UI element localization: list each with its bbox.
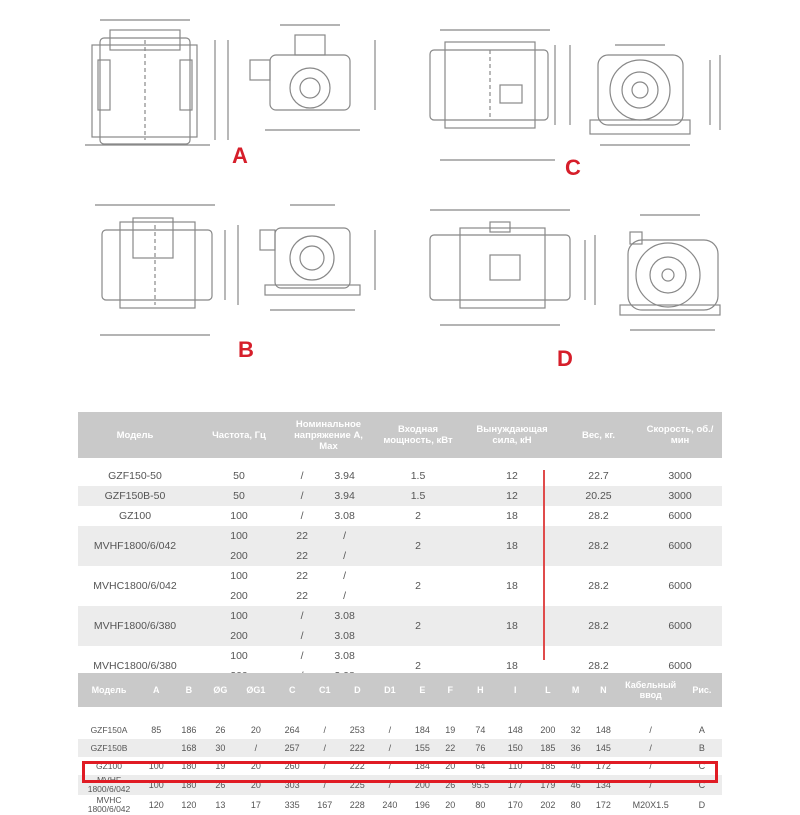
figure-a-front-view [250,25,375,130]
table-cell: A [698,725,705,735]
figure-b-front-view [260,205,375,310]
drawings-svg [0,0,800,400]
table-cell: 110 [508,761,523,771]
cell-weight: 28.2 [588,660,609,672]
cell-weight: 28.2 [588,580,609,592]
header-weight: Вес, кг. [582,429,615,441]
header-cell: C1 [318,685,331,695]
row-highlight-box [82,761,718,783]
table-row [78,526,722,546]
cell-model: MVHC1800/6/042 [93,580,177,592]
cell-v2: 3.94 [334,490,355,502]
table-cell: 200 [540,725,556,735]
table-row [78,466,722,486]
cell-freq: 50 [233,470,245,482]
table-cell: D [698,800,706,810]
table-cell: 36 [570,743,581,753]
table-cell: 177 [507,780,523,790]
cell-speed: 6000 [668,540,692,552]
table-cell: 264 [284,725,300,735]
cell-weight: 20.25 [585,490,612,502]
cell-freq: 100 [230,510,248,522]
cell-power: 2 [415,540,421,552]
table-cell: 196 [414,800,430,810]
table-cell: 46 [570,780,581,790]
cell-v2: 3.08 [334,630,355,642]
figure-d-side-view [430,210,595,325]
cell-weight: 22.7 [588,470,609,482]
cell-force: 18 [506,660,518,672]
cell-v2: / [343,530,347,542]
table-cell: 120 [148,800,164,810]
table-cell: 148 [507,725,523,735]
table-cell: 167 [317,800,333,810]
table-cell: / [388,725,392,735]
table-row [78,721,722,739]
header-cell: I [514,685,517,695]
table-cell: 95.5 [471,780,490,790]
table-cell: 100 [148,780,164,790]
table-row [78,646,722,666]
cell-v2: 3.94 [334,470,355,482]
accent-line [543,470,545,660]
cell-v1: 22 [296,570,308,582]
header-cell: Модель [91,685,127,695]
table-cell: / [323,761,326,771]
table-cell: 222 [349,743,365,753]
cell-power: 2 [415,660,421,672]
table-cell [140,739,173,757]
table-cell: / [323,780,326,790]
header-cell: M [571,685,580,695]
table-cell: 19 [445,725,456,735]
table-cell: 303 [284,780,300,790]
cell-v1: / [300,510,304,522]
cell-v2: 3.08 [334,670,355,682]
dimensions-table [78,673,722,815]
figure-label-c: C [565,155,581,180]
table-cell: 26 [215,725,226,735]
cell-weight: 28.2 [588,540,609,552]
header-voltage: Номинальное напряжение А, Max [294,418,363,452]
header-model: Модель [116,429,154,441]
cell-speed: 6000 [668,510,692,522]
cell-model: GZ100 [96,760,122,771]
technical-drawings [0,0,800,400]
cell-freq: 200 [230,670,248,682]
cell-model: GZF150B [90,742,128,753]
table-cell: 80 [475,800,486,810]
cell-speed: 3000 [668,470,692,482]
header-cell: A [153,685,160,695]
table-cell: 20 [250,780,261,790]
table-row [78,606,722,626]
cell-model: MVHC1800/6/380 [93,660,177,672]
table-cell: 260 [284,761,300,771]
cell-freq: 200 [230,550,248,562]
table-cell: 228 [349,800,365,810]
cell-model: MVHC 1800/6/042 [87,795,131,814]
table-cell: 30 [215,743,226,753]
table-cell: 200 [414,780,430,790]
table-row [78,566,722,586]
cell-power: 1.5 [410,490,426,502]
table-cell: 180 [181,761,197,771]
cell-v2: / [343,550,347,562]
table-cell: 145 [595,743,611,753]
cell-model: GZF150A [90,724,128,735]
cell-freq: 100 [230,610,248,622]
table-cell: 253 [349,725,365,735]
cell-v1: / [300,650,304,662]
table-cell: 19 [215,761,226,771]
table-cell: 120 [181,800,197,810]
table-cell: 26 [215,780,226,790]
cell-force: 12 [506,490,518,502]
table-cell: C [698,761,706,771]
cell-freq: 200 [230,630,248,642]
table-cell: 155 [414,743,430,753]
table-cell: 20 [250,761,261,771]
table-cell: 20 [250,725,261,735]
header-cell: ØG1 [246,685,266,695]
header-cell: Кабельный ввод [625,680,677,700]
table-cell: 74 [475,725,486,735]
table-cell: / [649,725,652,735]
table-cell: 180 [181,780,197,790]
table-cell: 172 [595,761,611,771]
header-force: Вынуждающая сила, кН [476,424,548,446]
header-cell: N [600,685,607,695]
table-cell: 184 [414,725,430,735]
table-row [78,739,722,757]
table-cell: 184 [414,761,430,771]
figure-d-front-view [620,215,720,330]
cell-v2: 3.08 [334,510,355,522]
header-power: Входная мощность, кВт [383,424,453,446]
cell-weight: 28.2 [588,620,609,632]
header-cell: E [419,685,426,695]
table-cell: / [649,761,652,771]
table-cell: 13 [215,800,226,810]
cell-v1: / [300,490,304,502]
cell-v1: 22 [296,530,308,542]
table-cell: 202 [540,800,556,810]
table-cell: 335 [284,800,300,810]
cell-v1: 22 [296,590,308,602]
table-cell: 20 [445,800,456,810]
cell-power: 2 [415,580,421,592]
table-cell: / [388,761,392,771]
figure-label-a: A [232,143,248,168]
table-cell: 225 [349,780,365,790]
table-cell: 257 [284,743,300,753]
header-cell: D [354,685,361,695]
cell-model: MVHF1800/6/380 [93,620,177,632]
cell-speed: 3000 [668,490,692,502]
table-cell: 134 [595,780,611,790]
table-cell: C [698,780,706,790]
figure-c-front-view [590,45,720,145]
cell-model: MVHF1800/6/042 [93,540,177,552]
table-cell: 185 [540,761,556,771]
cell-force: 12 [506,470,518,482]
cell-freq: 100 [230,530,248,542]
cell-v2: 3.08 [334,610,355,622]
cell-freq: 100 [230,650,248,662]
table-cell: 168 [181,743,197,753]
cell-speed: 6000 [668,660,692,672]
specs-table-header [78,412,722,458]
dimensions-table-header [78,673,722,707]
table-cell: / [388,780,392,790]
table-cell: 76 [475,743,486,753]
header-cell: Рис. [692,685,712,695]
header-cell: ØG [213,685,228,695]
table-cell: B [698,743,705,753]
cell-v1: / [300,470,304,482]
table-cell: 240 [382,800,398,810]
table-cell: 185 [540,743,556,753]
cell-v1: 22 [296,550,308,562]
cell-freq: 50 [233,490,245,502]
cell-power: 2 [415,620,421,632]
table-row [78,795,722,815]
header-cell: L [545,685,551,695]
header-cell: C [288,685,296,695]
cell-force: 18 [506,510,518,522]
table-cell: 85 [151,725,162,735]
table-cell: 32 [570,725,581,735]
header-frequency: Частота, Гц [212,429,266,441]
figure-a-side-view [85,20,228,145]
table-cell: 222 [349,761,365,771]
specs-table [78,412,722,686]
header-cell: F [447,685,453,695]
table-cell: 100 [148,761,164,771]
table-cell: 80 [570,800,581,810]
cell-power: 1.5 [410,470,426,482]
table-cell: 172 [595,800,611,810]
table-row [78,486,722,506]
table-cell: / [323,725,326,735]
cell-v2: / [343,570,347,582]
table-cell: / [388,743,392,753]
table-cell: 26 [445,780,456,790]
cell-model: MVHF 1800/6/042 [87,775,131,794]
table-cell: / [649,780,652,790]
header-cell: D1 [384,685,396,695]
table-cell: 186 [181,725,197,735]
header-cell: B [185,685,193,695]
cell-force: 18 [506,540,518,552]
figure-c-side-view [430,30,570,160]
cell-force: 18 [506,620,518,632]
header-cell: H [477,685,484,695]
cell-weight: 28.2 [588,510,609,522]
cell-power: 2 [415,510,421,522]
table-cell: 148 [595,725,611,735]
cell-model: GZF150-50 [108,470,162,482]
table-cell: 150 [507,743,523,753]
table-cell: 179 [540,780,556,790]
cell-freq: 100 [230,570,248,582]
table-cell: / [649,743,652,753]
table-cell: 20 [445,761,456,771]
cell-freq: 200 [230,590,248,602]
header-speed: Скорость, об./мин [646,424,714,446]
cell-v1: / [300,670,304,682]
figure-label-b: B [238,337,254,362]
table-cell: / [323,743,326,753]
table-row [78,506,722,526]
cell-v1: / [300,630,304,642]
cell-speed: 6000 [668,580,692,592]
cell-v2: / [343,590,347,602]
cell-v2: 3.08 [334,650,355,662]
table-cell: 170 [507,800,523,810]
cell-v1: / [300,610,304,622]
table-cell: / [254,743,258,753]
cell-force: 18 [506,580,518,592]
table-cell: 17 [250,800,261,810]
table-cell: M20X1.5 [632,800,669,810]
figure-b-side-view [95,205,238,335]
table-cell: 40 [570,761,581,771]
table-cell: 64 [475,761,486,771]
cell-speed: 6000 [668,620,692,632]
figure-label-d: D [557,346,573,371]
cell-model: GZ100 [118,510,152,522]
table-cell: 22 [445,743,456,753]
cell-model: GZF150B-50 [104,490,166,502]
